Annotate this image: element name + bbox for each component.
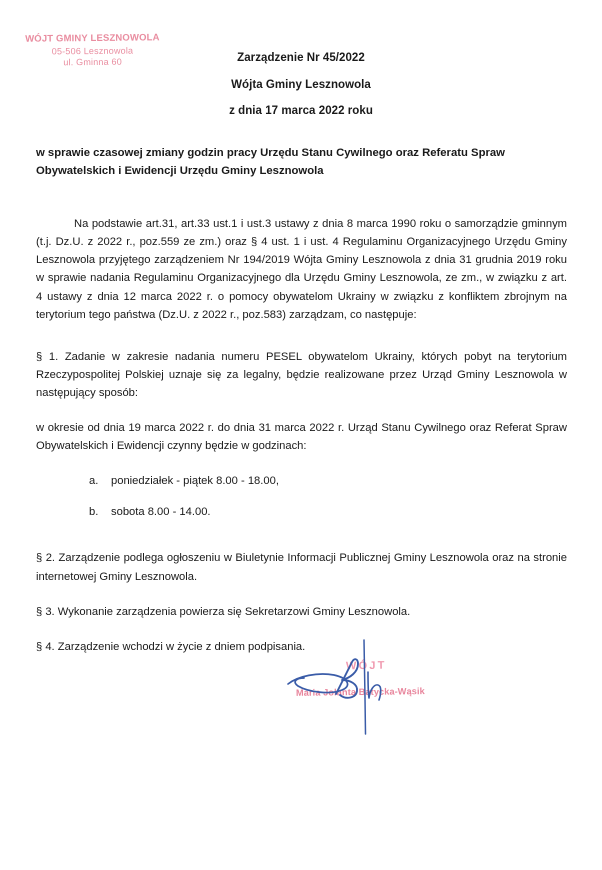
office-stamp-street: ul. Gminna 60 xyxy=(63,57,122,68)
title-decree-number: Zarządzenie Nr 45/2022 xyxy=(237,52,365,64)
document-subject: w sprawie czasowej zmiany godzin pracy Urzędu Stanu Cywilnego oraz Referatu Spraw Obywatelskich i Ewidencji Urzędu Gminy Lesznowola xyxy=(36,147,505,177)
spacer xyxy=(36,536,567,549)
office-stamp-postcode: 05-506 Lesznowola xyxy=(51,45,134,56)
spacer xyxy=(36,402,567,419)
spacer xyxy=(36,586,567,603)
title-issuing-authority: Wójta Gminy Lesznowola xyxy=(231,78,371,91)
signature-block xyxy=(278,638,508,748)
spacer xyxy=(36,621,567,638)
period-clause-paragraph: w okresie od dnia 19 marca 2022 r. do dnia 31 marca 2022 r. Urząd Stanu Cywilnego oraz Referat Spraw Obywatelskich i Ewidencji czynny będzie w godzinach: xyxy=(36,422,567,453)
list-item-marker: a. xyxy=(89,474,99,487)
list-item xyxy=(36,504,567,522)
section-2-paragraph: § 2. Zarządzenie podlega ogłoszeniu w Biuletynie Informacji Publicznej Gminy Lesznowola oraz na stronie internetowej Gminy Lesznowola. xyxy=(36,552,567,583)
section-4-paragraph: § 4. Zarządzenie wchodzi w życie z dniem podpisania. xyxy=(36,640,306,653)
document-title-block xyxy=(0,52,602,132)
signature-stamp-title: WÓJT xyxy=(345,659,387,673)
title-date: z dnia 17 marca 2022 roku xyxy=(229,105,373,117)
document-body xyxy=(36,215,567,656)
list-item-label: poniedziałek - piątek 8.00 - 18.00, xyxy=(111,474,279,487)
section-3-paragraph: § 3. Wykonanie zarządzenia powierza się Sekretarzowi Gminy Lesznowola. xyxy=(36,605,411,618)
spacer xyxy=(36,456,567,473)
spacer xyxy=(36,324,567,348)
list-item xyxy=(36,473,567,491)
list-item-marker: b. xyxy=(89,506,99,519)
preamble-paragraph: Na podstawie art.31, art.33 ust.1 i ust.3 ustawy z dnia 8 marca 1990 roku o samorządzie gminnym (t.j. Dz.U. z 2022 r., poz.559 ze zm.) oraz § 4 ust. 1 i ust. 4 Regulaminu Organizacyjnego Urzędu Gminy Lesznowola przyjętego zarządzeniem Nr 194/2019 Wójta Gminy Lesznowola z dnia 31 grudnia 2019 roku w sprawie nadania Regulaminu Organizacyjnego dla Urzędu Gminy Lesznowola, ze zm., w związku z art. 4 ustawy z dnia 12 marca 2022 r. o pomocy obywatelom Ukrainy w związku z konfliktem zbrojnym na terytorium tego państwa (Dz.U. z 2022 r., poz.583) zarządzam, co następuje: xyxy=(36,218,567,321)
opening-hours-list xyxy=(36,473,567,523)
list-item-label: sobota 8.00 - 14.00. xyxy=(111,506,211,519)
signature-stamp-name: Maria Jolanta Batycka-Wąsik xyxy=(295,686,425,698)
office-stamp-authority: WÓJT GMINY LESZNOWOLA xyxy=(25,32,160,45)
section-1-paragraph: § 1. Zadanie w zakresie nadania numeru PESEL obywatelom Ukrainy, których pobyt na terytorium Rzeczypospolitej Polskiej uznaje się za legalny, będzie realizowane przez Urząd Gminy Lesznowola w następujący sposób: xyxy=(36,350,567,400)
